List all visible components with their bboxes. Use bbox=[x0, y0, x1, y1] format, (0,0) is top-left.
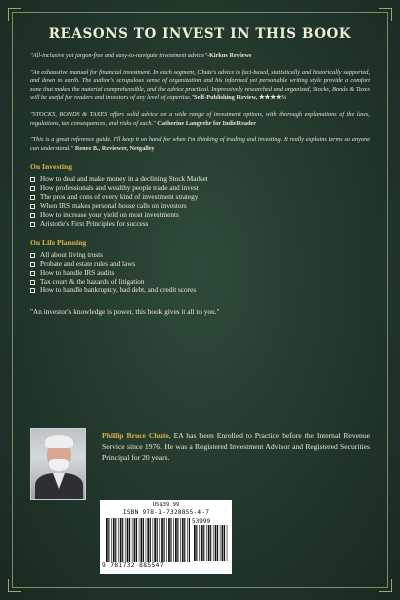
barcode-ean: 9 781732 885547 bbox=[102, 562, 164, 569]
list-item bbox=[30, 220, 370, 229]
barcode-bar bbox=[154, 518, 156, 562]
square-bullet-icon bbox=[30, 213, 35, 218]
isbn-barcode bbox=[100, 500, 232, 574]
author-photo bbox=[30, 428, 86, 500]
barcode-bar bbox=[227, 525, 228, 561]
square-bullet-icon bbox=[30, 177, 35, 182]
barcode-bar bbox=[150, 518, 151, 562]
barcode-bar bbox=[215, 525, 217, 561]
list-item bbox=[30, 286, 370, 295]
photo-beard bbox=[49, 459, 69, 471]
page-heading: REASONS TO INVEST IN THIS BOOK bbox=[48, 26, 352, 42]
barcode-bar bbox=[224, 525, 225, 561]
barcode-bar bbox=[108, 518, 109, 562]
barcode-bar bbox=[168, 518, 170, 562]
review-text: "All-inclusive yet jargon-free and easy-to-navigate investment advice" bbox=[30, 52, 207, 59]
barcode-bar bbox=[187, 518, 188, 562]
barcode-bar bbox=[170, 518, 171, 562]
photo-hair bbox=[45, 435, 73, 448]
review-indiereader bbox=[30, 111, 370, 128]
barcode-bar bbox=[203, 525, 204, 561]
barcode-bar bbox=[113, 518, 115, 562]
author-bio-text: , EA has been Enrolled to Practice before the Internal Revenue Service since 1976. He was a Registered Investment Advisor and Registered Securities Principal for 20 years. bbox=[102, 431, 370, 463]
list-item-text: Probate and estate rules and laws bbox=[40, 259, 136, 268]
life-planning-list bbox=[30, 251, 370, 296]
barcode-bar bbox=[208, 525, 210, 561]
list-item-text: When IRS makes personal house calls on investors bbox=[40, 202, 187, 211]
square-bullet-icon bbox=[30, 195, 35, 200]
author-bio bbox=[102, 430, 370, 464]
barcode-bar bbox=[166, 518, 167, 562]
square-bullet-icon bbox=[30, 253, 35, 258]
list-item-text: How to increase your yield on most investments bbox=[40, 210, 179, 219]
barcode-bar bbox=[129, 518, 130, 562]
square-bullet-icon bbox=[30, 288, 35, 293]
list-item-text: How to handle bankruptcy, bad debt, and credit scores bbox=[40, 286, 197, 295]
barcode-price: US$39.99 bbox=[152, 502, 180, 508]
closing-quote: "An investor's knowledge is power, this book gives it all to you." bbox=[30, 307, 220, 317]
barcode-bar bbox=[115, 518, 116, 562]
list-item bbox=[30, 175, 370, 184]
barcode-bar bbox=[141, 518, 143, 562]
barcode-bar bbox=[175, 518, 177, 562]
review-text: "An exhaustive manual for financial investment. In each segment, Chute's advice is fact-based, statistically and historically supported, and down to earth. The author's scrupulous sense of organization and his informed yet personable writing style provide a comfort zone that makes the material comprehensible, and the advice practical. Impressively researched and organized, Stocks, Bonds & Taxes will be useful for readers and investors of any level of expertise." bbox=[30, 68, 370, 102]
barcode-bar bbox=[143, 518, 144, 562]
review-netgalley bbox=[30, 136, 370, 153]
review-kirkus bbox=[30, 52, 370, 61]
barcode-bar bbox=[118, 518, 119, 562]
barcode-bar bbox=[139, 518, 140, 562]
square-bullet-icon bbox=[30, 271, 35, 276]
list-item-text: All about living trusts bbox=[40, 250, 103, 259]
barcode-bar bbox=[184, 518, 185, 562]
list-item bbox=[30, 184, 370, 193]
barcode-bar bbox=[180, 518, 181, 562]
frame-corner bbox=[8, 8, 21, 21]
barcode-bar bbox=[127, 518, 129, 562]
barcode-bar bbox=[222, 525, 224, 561]
square-bullet-icon bbox=[30, 222, 35, 227]
barcode-bar bbox=[199, 525, 200, 561]
barcode-isbn: ISBN 978-1-7328855-4-7 bbox=[122, 509, 210, 516]
review-self-publishing bbox=[30, 69, 370, 103]
main-content bbox=[30, 52, 370, 316]
barcode-bar bbox=[132, 518, 133, 562]
barcode-addon: 53999 bbox=[192, 518, 211, 525]
list-item bbox=[30, 211, 370, 220]
barcode-bar bbox=[206, 525, 207, 561]
barcode-bars bbox=[106, 518, 190, 562]
list-item bbox=[30, 251, 370, 260]
barcode-bar bbox=[213, 525, 214, 561]
review-source: Catherine Langrehr for IndieReader bbox=[157, 119, 257, 127]
section-title-life-planning: On Life Planning bbox=[30, 237, 87, 247]
barcode-bar bbox=[201, 525, 203, 561]
barcode-bar bbox=[217, 525, 218, 561]
list-item-text: How to handle IRS audits bbox=[40, 268, 115, 277]
list-item-text: How professionals and wealthy people trade and invest bbox=[40, 184, 199, 193]
barcode-bar bbox=[122, 518, 123, 562]
barcode-bar bbox=[159, 518, 160, 562]
list-item-text: Tax court & the hazards of litigation bbox=[40, 277, 145, 286]
list-item-text: The pros and cons of every kind of investment strategy bbox=[40, 193, 199, 202]
barcode-bar bbox=[106, 518, 108, 562]
square-bullet-icon bbox=[30, 262, 35, 267]
barcode-bar bbox=[111, 518, 112, 562]
barcode-bar bbox=[134, 518, 136, 562]
square-bullet-icon bbox=[30, 204, 35, 209]
barcode-bar bbox=[153, 518, 154, 562]
list-item bbox=[30, 260, 370, 269]
frame-corner bbox=[379, 8, 392, 21]
review-text: "STOCKS, BONDS & TAXES offers solid advice on a wide range of investment options, with thorough explanations of the laws, regulations, tax consequences, and risks of each." bbox=[30, 110, 370, 127]
list-item bbox=[30, 269, 370, 278]
barcode-bar bbox=[173, 518, 174, 562]
list-item-text: How to deal and make money in a declining Stock Market bbox=[40, 175, 208, 184]
barcode-bar bbox=[161, 518, 163, 562]
barcode-addon-bars bbox=[194, 525, 228, 561]
barcode-bar bbox=[177, 518, 178, 562]
barcode-bar bbox=[194, 525, 196, 561]
section-title-investing: On Investing bbox=[30, 162, 72, 172]
barcode-bar bbox=[147, 518, 149, 562]
review-source: -Kirkus Reviews bbox=[206, 52, 252, 59]
author-name: Phillip Bruce Chute bbox=[102, 431, 169, 440]
investing-list bbox=[30, 175, 370, 228]
barcode-bar bbox=[157, 518, 158, 562]
frame-corner bbox=[8, 579, 21, 592]
review-text: "This is a great reference guide. I'll keep it on hand for when I'm thinking of trading and investing. It really explains terms so anyone can understand." bbox=[30, 136, 370, 152]
barcode-bar bbox=[125, 518, 126, 562]
list-item-text: Aristotle's First Principles for success bbox=[40, 219, 149, 228]
barcode-bar bbox=[196, 525, 197, 561]
review-source: Self-Publishing Review, ★★★★½ bbox=[194, 94, 287, 102]
frame-corner bbox=[379, 579, 392, 592]
review-source: Renee B., Reviewer, Netgalley bbox=[74, 144, 155, 152]
barcode-bar bbox=[182, 518, 184, 562]
barcode-bar bbox=[220, 525, 221, 561]
square-bullet-icon bbox=[30, 280, 35, 285]
barcode-bar bbox=[164, 518, 165, 562]
list-item bbox=[30, 193, 370, 202]
barcode-bar bbox=[136, 518, 137, 562]
barcode-bar bbox=[210, 525, 211, 561]
square-bullet-icon bbox=[30, 186, 35, 191]
barcode-bar bbox=[120, 518, 122, 562]
list-item bbox=[30, 278, 370, 287]
barcode-bar bbox=[146, 518, 147, 562]
list-item bbox=[30, 202, 370, 211]
barcode-bar bbox=[189, 518, 190, 562]
